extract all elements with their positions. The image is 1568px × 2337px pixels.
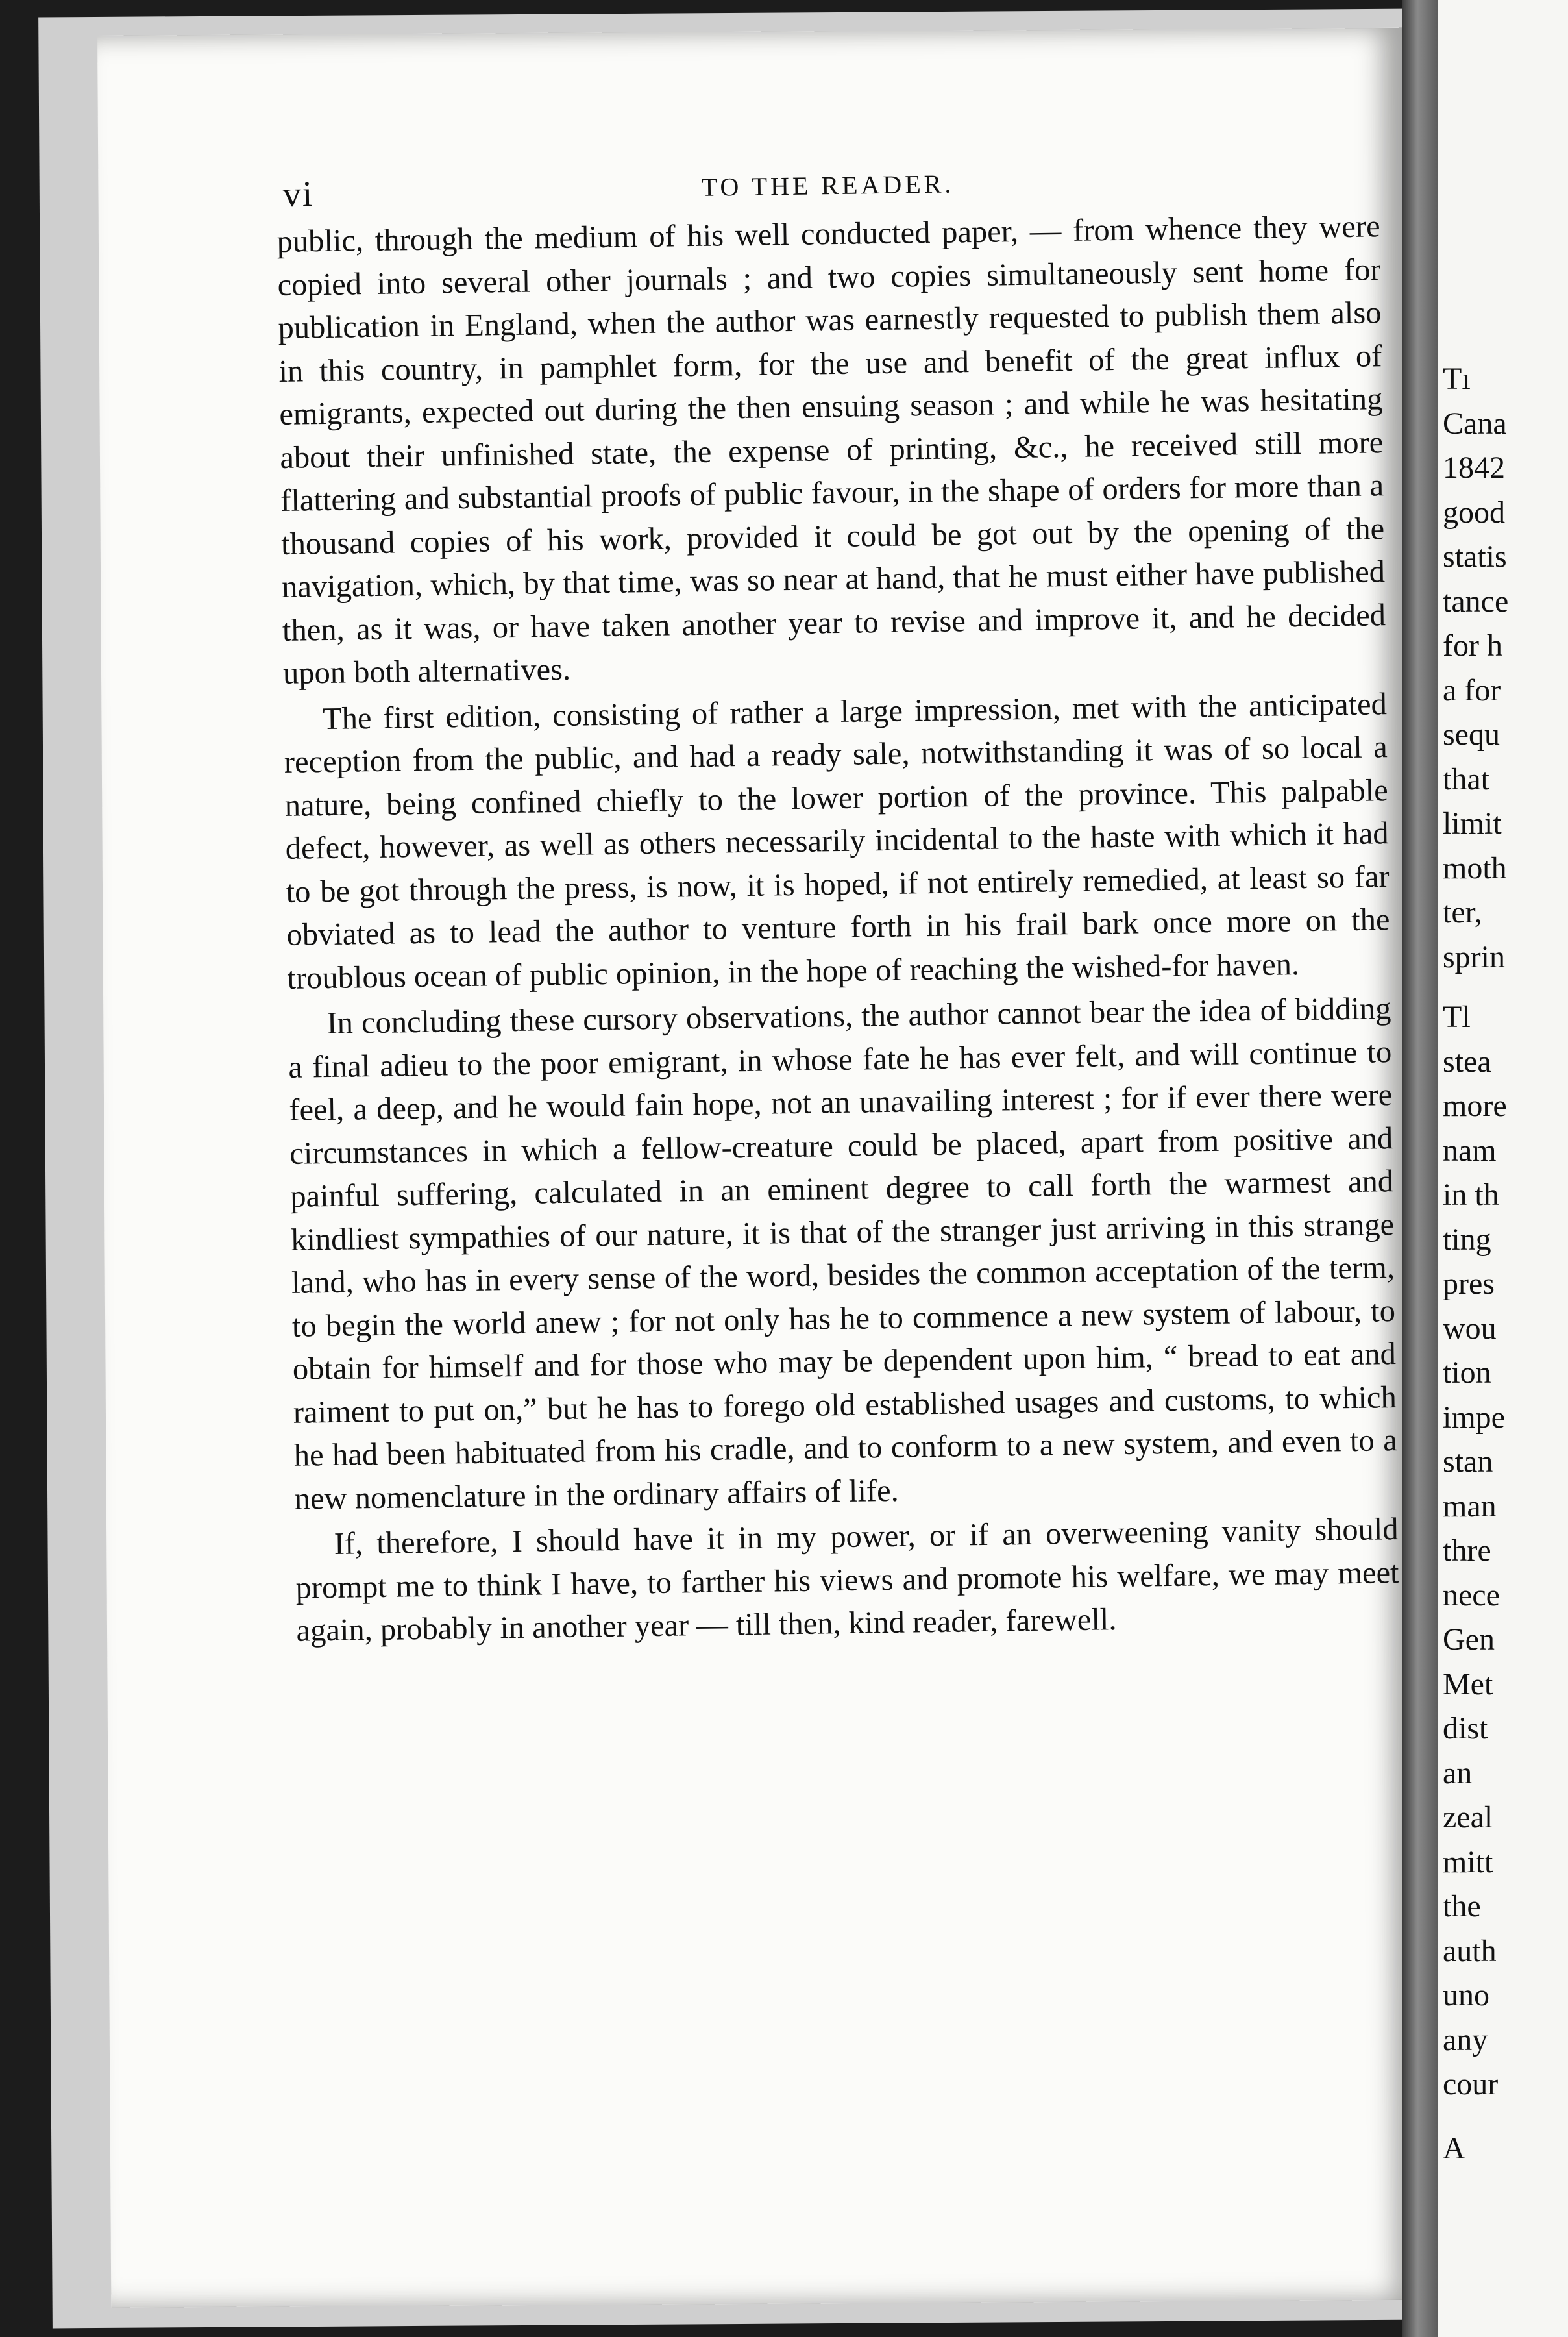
- facing-page-fragment: for h: [1443, 628, 1502, 663]
- facing-page-fragment: zeal: [1443, 1800, 1493, 1835]
- facing-page-fragment: nece: [1443, 1577, 1500, 1613]
- facing-page-fragment: Cana: [1443, 406, 1507, 441]
- facing-page-fragment: a for: [1443, 673, 1501, 708]
- facing-page-fragment: ting: [1443, 1222, 1491, 1257]
- facing-page-fragment: cour: [1443, 2067, 1499, 2101]
- facing-page-fragment: stea: [1443, 1044, 1491, 1079]
- facing-page-fragment: mitt: [1443, 1844, 1493, 1879]
- facing-page-fragment: impe: [1443, 1400, 1505, 1435]
- facing-page-fragment: wou: [1443, 1311, 1497, 1346]
- facing-page-fragment: limit: [1443, 806, 1502, 841]
- facing-page-fragment: statis: [1443, 539, 1507, 574]
- page-number: vi: [282, 174, 314, 215]
- facing-page-fragment: more: [1443, 1089, 1507, 1123]
- paragraph-farewell: If, therefore, I should have it in my power, or if an overweening vanity should prompt me to think I have, to farther his views and promote his welfare, we may meet again, probably in another year — till then, kind reader, farewell.: [295, 1512, 1399, 1648]
- facing-page-fragment: pres: [1443, 1267, 1495, 1301]
- facing-page-fragment: tion: [1443, 1355, 1491, 1390]
- facing-page-fragment: in th: [1443, 1178, 1499, 1212]
- facing-page-fragment: tance: [1443, 584, 1509, 619]
- page-text-block: [276, 147, 1400, 1653]
- facing-page-fragment: thre: [1443, 1533, 1491, 1568]
- facing-page-fragment: an: [1443, 1755, 1473, 1790]
- facing-page-fragment: uno: [1443, 1978, 1489, 2012]
- paragraph-first-edition: The first edition, consisting of rather a large impression, met with the anticipated reception from the public, and had a ready sale, notwithstanding it was of so local a nature, being confined chiefly to the lower portion of the province. This palpable defect, however, as well as others necessarily incidental to the haste with which it had to be got through the press, is now, it is hoped, if not entirely remedied, at least so far obviated as to lead the author to venture forth in his frail bark once more on the troublous ocean of public opinion, in the hope of reaching the wished-for haven.: [284, 686, 1390, 996]
- book-gutter: [1402, 0, 1441, 2337]
- facing-page-fragment: sprin: [1443, 939, 1505, 974]
- facing-page-fragment: that: [1443, 761, 1489, 797]
- paragraph-continued: public, through the medium of his well conducted paper, — from whence they were copied into several other journals ; and two copies simultaneously sent home for publication in England, when the author was earnestly requested to publish them also in this country, in pamphlet form, for the use and benefit of the great influx of emigrants, expected out during the then ensuing season ; and while he was hesitating about their unfinished state, the expense of printing, &c., he received still more flattering and substantial proofs of public favour, in the shape of orders for more than a thousand copies of his work, provided it could be got out by the opening of the navigation, which, by that time, was so near at hand, that he must either have published then, as it was, or have taken another year to revise and improve it, and he decided upon both alternatives.: [276, 209, 1386, 691]
- facing-page-fragment: good: [1443, 495, 1505, 530]
- facing-page: [1438, 0, 1568, 2337]
- facing-page-fragment: A: [1443, 2131, 1465, 2166]
- facing-page-fragment: moth: [1443, 850, 1507, 885]
- facing-page-fragment: man: [1443, 1489, 1497, 1524]
- facing-page-fragment: ter,: [1443, 895, 1482, 930]
- facing-page-fragment: Met: [1443, 1666, 1493, 1701]
- facing-page-fragment: nam: [1443, 1133, 1497, 1168]
- facing-page-fragment: auth: [1443, 1933, 1497, 1968]
- facing-page-fragment: Tl: [1443, 1000, 1471, 1034]
- facing-page-fragment: the: [1443, 1889, 1481, 1923]
- running-head-title: TO THE READER.: [701, 169, 955, 202]
- facing-page-fragment: Gen: [1443, 1622, 1495, 1657]
- facing-page-fragment: Tı: [1443, 362, 1471, 396]
- paragraph-concluding: In concluding these cursory observations, the author cannot bear the idea of bidding a final adieu to the poor emigrant, in whose fate he has ever felt, and will continue to feel, a deep, and he would fain hope, not an unavailing interest ; for if ever there were circumstances in which a fellow-creature could be placed, apart from positive and painful suffering, calculated in an eminent degree to call forth the warmest and kindliest sympathies of our nature, it is that of the stranger just arriving in this strange land, who has in every sense of the word, besides the common acceptation of the term, to begin the world anew ; for not only has he to commence a new system of labour, to obtain for himself and for those who may be dependent upon him, “ bread to eat and raiment to put on,” but he has to forego old established usages and customs, to which he had been habituated from his cradle, and to conform to a new system, and even to a new nomenclature in the ordinary affairs of life.: [288, 991, 1398, 1516]
- facing-page-fragment: sequ: [1443, 717, 1500, 752]
- facing-page-fragment: dist: [1443, 1711, 1488, 1746]
- facing-page-fragment: any: [1443, 2022, 1488, 2057]
- facing-page-fragment: 1842: [1443, 451, 1505, 485]
- facing-page-fragment: stan: [1443, 1444, 1493, 1479]
